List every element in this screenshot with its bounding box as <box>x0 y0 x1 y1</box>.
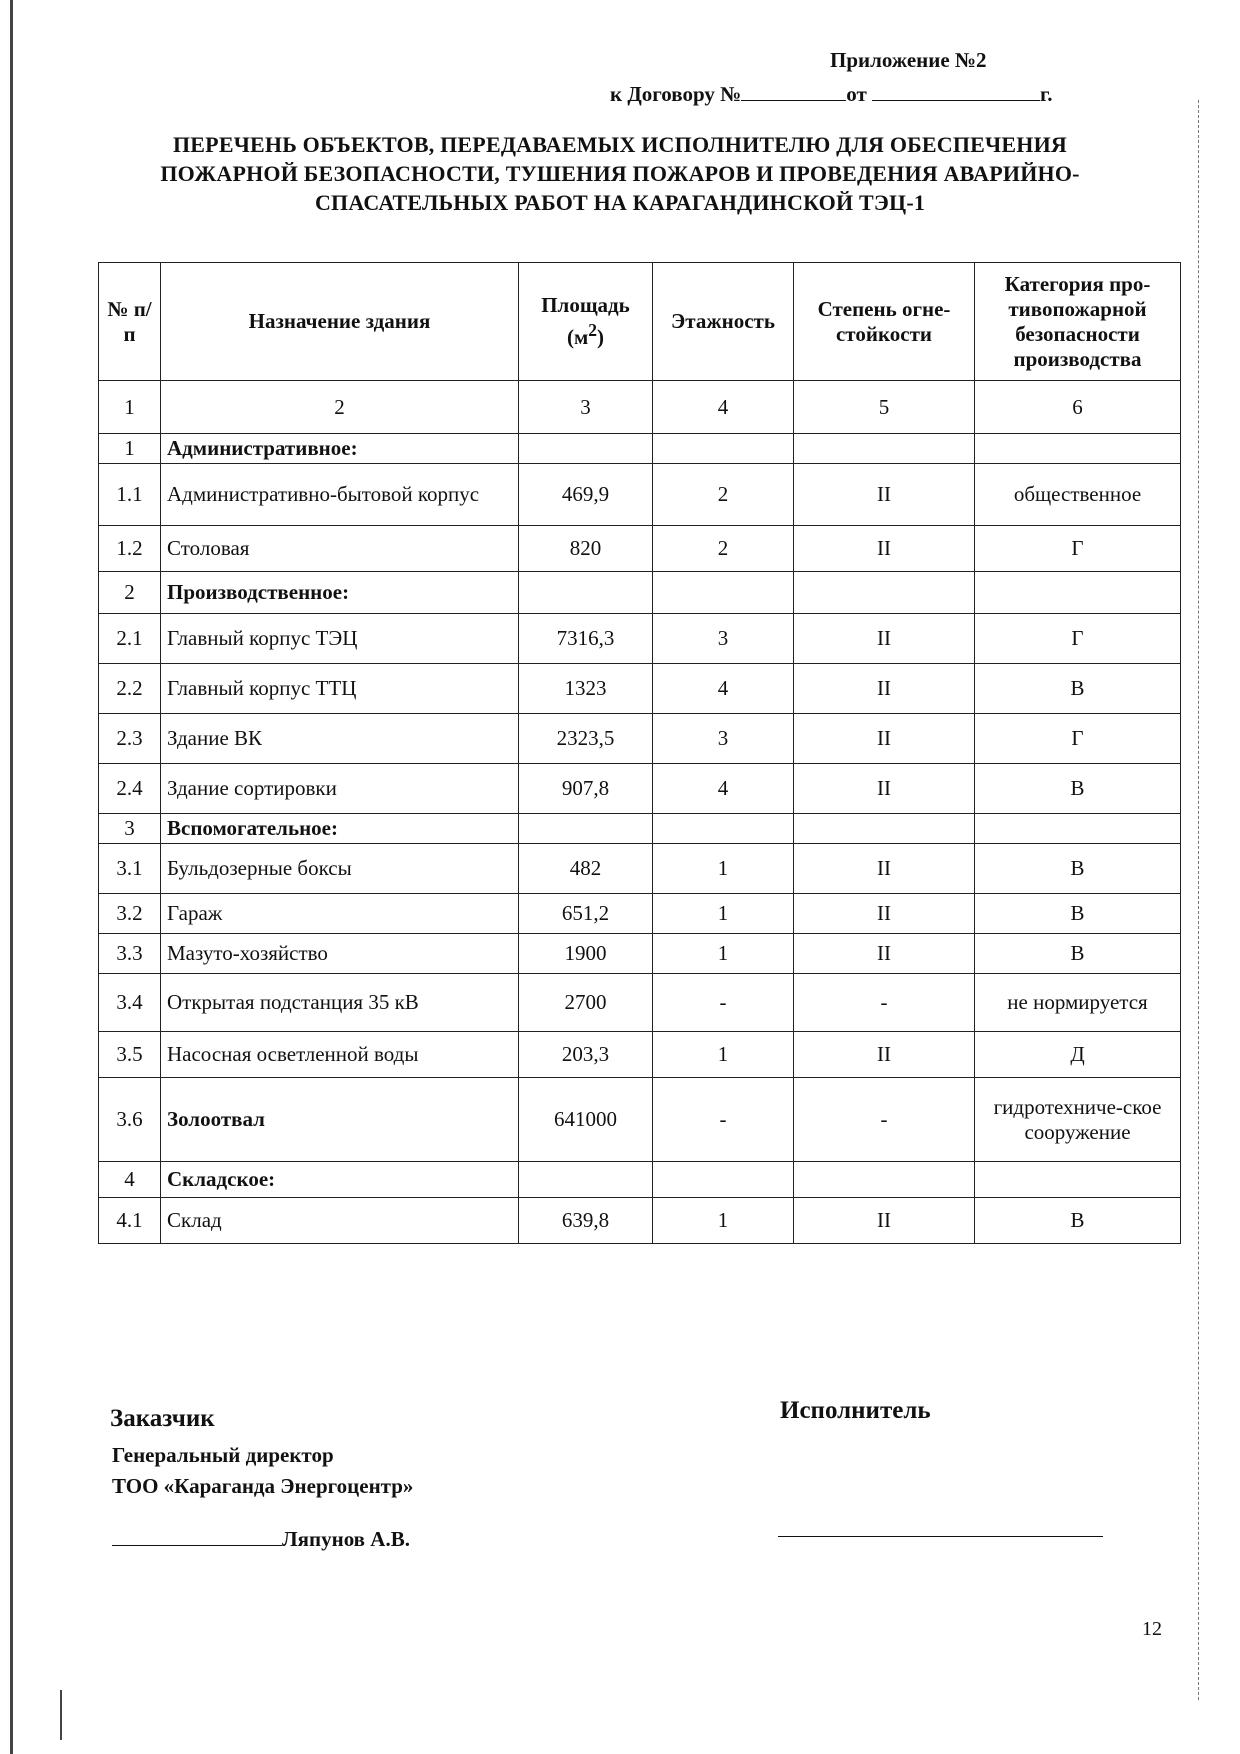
customer-signature-blank <box>112 1525 282 1546</box>
row-fire-resistance <box>794 814 975 844</box>
row-fire-resistance: II <box>794 764 975 814</box>
row-fire-resistance: II <box>794 464 975 526</box>
row-floors: 1 <box>653 844 794 894</box>
row-name: Открытая подстанция 35 кВ <box>161 974 519 1032</box>
row-area: 2700 <box>519 974 653 1032</box>
row-name: Главный корпус ТЭЦ <box>161 614 519 664</box>
row-fire-resistance: II <box>794 934 975 974</box>
row-num: 2.1 <box>99 614 161 664</box>
document-title <box>105 130 1135 217</box>
row-name: Производственное: <box>161 572 519 614</box>
title-line: ПЕРЕЧЕНЬ ОБЪЕКТОВ, ПЕРЕДАВАЕМЫХ ИСПОЛНИТЕЛЮ ДЛЯ ОБЕСПЕЧЕНИЯ <box>173 132 1067 157</box>
row-area <box>519 1162 653 1198</box>
row-category: В <box>975 1198 1181 1244</box>
row-num: 2 <box>99 572 161 614</box>
row-fire-resistance <box>794 434 975 464</box>
row-category <box>975 814 1181 844</box>
row-num: 1 <box>99 434 161 464</box>
row-floors <box>653 434 794 464</box>
page-number: 12 <box>1142 1618 1162 1640</box>
row-category: В <box>975 844 1181 894</box>
row-name: Мазуто-хозяйство <box>161 934 519 974</box>
header-area-prefix: Площадь (м <box>541 293 630 349</box>
scan-edge-line <box>10 0 13 1754</box>
row-area: 203,3 <box>519 1032 653 1078</box>
scan-edge-dash <box>1198 100 1199 1700</box>
row-fire-resistance: II <box>794 844 975 894</box>
row-name: Вспомогательное: <box>161 814 519 844</box>
objects-table <box>98 262 1181 1244</box>
column-number: 1 <box>99 381 161 434</box>
executor-title: Исполнитель <box>780 1397 931 1424</box>
row-floors: 4 <box>653 664 794 714</box>
row-num: 1.2 <box>99 526 161 572</box>
row-fire-resistance: II <box>794 1198 975 1244</box>
row-category: гидротехниче-ское сооружение <box>975 1078 1181 1162</box>
row-fire-resistance: II <box>794 526 975 572</box>
row-name: Гараж <box>161 894 519 934</box>
row-floors: - <box>653 1078 794 1162</box>
contract-suffix: г. <box>1040 82 1053 106</box>
row-floors: 1 <box>653 894 794 934</box>
row-fire-resistance: II <box>794 614 975 664</box>
row-area <box>519 814 653 844</box>
customer-org: ТОО «Караганда Энергоцентр» <box>112 1474 414 1498</box>
row-num: 3 <box>99 814 161 844</box>
table-row <box>99 934 1181 974</box>
table-header-row <box>99 263 1181 381</box>
row-category: не нормируется <box>975 974 1181 1032</box>
row-category: Г <box>975 714 1181 764</box>
section-row <box>99 1162 1181 1198</box>
column-number: 3 <box>519 381 653 434</box>
row-num: 3.3 <box>99 934 161 974</box>
column-number: 2 <box>161 381 519 434</box>
header-category: Категория про-тивопожарной безопасности производства <box>975 263 1181 381</box>
row-floors: 2 <box>653 464 794 526</box>
row-name: Административно-бытовой корпус <box>161 464 519 526</box>
section-row <box>99 572 1181 614</box>
row-category: Г <box>975 614 1181 664</box>
contract-from: от <box>846 82 867 106</box>
row-floors: 1 <box>653 1198 794 1244</box>
annex-label: Приложение №2 <box>830 48 987 72</box>
row-category: общественное <box>975 464 1181 526</box>
contract-number-blank <box>741 82 846 101</box>
row-area: 907,8 <box>519 764 653 814</box>
row-fire-resistance <box>794 1162 975 1198</box>
row-floors <box>653 572 794 614</box>
table-row <box>99 844 1181 894</box>
column-numbers-row <box>99 381 1181 434</box>
row-num: 3.5 <box>99 1032 161 1078</box>
row-floors: 2 <box>653 526 794 572</box>
row-name: Складское: <box>161 1162 519 1198</box>
row-name: Здание сортировки <box>161 764 519 814</box>
row-num: 3.2 <box>99 894 161 934</box>
row-floors: 3 <box>653 614 794 664</box>
row-floors: 4 <box>653 764 794 814</box>
contract-prefix: к Договору № <box>610 82 742 106</box>
row-floors: 1 <box>653 934 794 974</box>
row-fire-resistance: II <box>794 894 975 934</box>
row-area <box>519 434 653 464</box>
column-number: 5 <box>794 381 975 434</box>
row-area: 1900 <box>519 934 653 974</box>
row-area: 2323,5 <box>519 714 653 764</box>
section-row <box>99 814 1181 844</box>
row-fire-resistance: - <box>794 1078 975 1162</box>
row-fire-resistance: II <box>794 1032 975 1078</box>
row-floors <box>653 1162 794 1198</box>
row-name: Главный корпус ТТЦ <box>161 664 519 714</box>
row-category: В <box>975 894 1181 934</box>
row-area: 1323 <box>519 664 653 714</box>
row-name: Бульдозерные боксы <box>161 844 519 894</box>
title-line: ПОЖАРНОЙ БЕЗОПАСНОСТИ, ТУШЕНИЯ ПОЖАРОВ И ПРОВЕДЕНИЯ АВАРИЙНО- <box>160 161 1080 186</box>
row-num: 3.6 <box>99 1078 161 1162</box>
header-name: Назначение здания <box>161 263 519 381</box>
section-row <box>99 434 1181 464</box>
row-area: 820 <box>519 526 653 572</box>
header-fire-resistance: Степень огне-стойкости <box>794 263 975 381</box>
row-num: 4.1 <box>99 1198 161 1244</box>
row-fire-resistance: - <box>794 974 975 1032</box>
row-fire-resistance <box>794 572 975 614</box>
header-num: № п/п <box>99 263 161 381</box>
row-name: Золоотвал <box>161 1078 519 1162</box>
row-num: 2.4 <box>99 764 161 814</box>
table-row <box>99 764 1181 814</box>
row-category <box>975 434 1181 464</box>
table-row <box>99 526 1181 572</box>
row-category: Д <box>975 1032 1181 1078</box>
row-floors: 3 <box>653 714 794 764</box>
header-floors: Этажность <box>653 263 794 381</box>
customer-title: Заказчик <box>110 1405 215 1432</box>
row-category: Г <box>975 526 1181 572</box>
row-area: 641000 <box>519 1078 653 1162</box>
column-number: 4 <box>653 381 794 434</box>
table-row <box>99 1032 1181 1078</box>
table-row <box>99 1198 1181 1244</box>
customer-name: Ляпунов А.В. <box>282 1527 410 1551</box>
row-category: В <box>975 764 1181 814</box>
row-num: 1.1 <box>99 464 161 526</box>
row-num: 3.4 <box>99 974 161 1032</box>
row-floors: 1 <box>653 1032 794 1078</box>
row-category: В <box>975 934 1181 974</box>
row-area: 469,9 <box>519 464 653 526</box>
row-name: Здание ВК <box>161 714 519 764</box>
table-row <box>99 614 1181 664</box>
row-name: Насосная осветленной воды <box>161 1032 519 1078</box>
table-row <box>99 714 1181 764</box>
row-area: 651,2 <box>519 894 653 934</box>
table-row <box>99 464 1181 526</box>
row-category <box>975 1162 1181 1198</box>
header-area-sup: 2 <box>588 320 598 340</box>
row-area <box>519 572 653 614</box>
row-name: Административное: <box>161 434 519 464</box>
executor-signature-blank <box>778 1536 1103 1537</box>
table-row <box>99 1078 1181 1162</box>
row-fire-resistance: II <box>794 714 975 764</box>
row-area: 7316,3 <box>519 614 653 664</box>
row-area: 482 <box>519 844 653 894</box>
row-name: Склад <box>161 1198 519 1244</box>
table-row <box>99 974 1181 1032</box>
table-row <box>99 664 1181 714</box>
row-area: 639,8 <box>519 1198 653 1244</box>
row-floors <box>653 814 794 844</box>
row-name: Столовая <box>161 526 519 572</box>
column-number: 6 <box>975 381 1181 434</box>
row-num: 4 <box>99 1162 161 1198</box>
row-fire-resistance: II <box>794 664 975 714</box>
title-line: СПАСАТЕЛЬНЫХ РАБОТ НА КАРАГАНДИНСКОЙ ТЭЦ-1 <box>314 190 926 215</box>
row-num: 2.2 <box>99 664 161 714</box>
customer-signature <box>112 1525 410 1552</box>
row-num: 2.3 <box>99 714 161 764</box>
row-category <box>975 572 1181 614</box>
contract-date-blank <box>872 82 1040 101</box>
header-area <box>519 263 653 381</box>
row-num: 3.1 <box>99 844 161 894</box>
customer-position: Генеральный директор <box>112 1443 334 1467</box>
row-floors: - <box>653 974 794 1032</box>
table-row <box>99 894 1181 934</box>
header-area-suffix: ) <box>597 325 605 349</box>
scan-edge-line <box>60 1690 62 1740</box>
contract-reference <box>610 82 1052 107</box>
row-category: В <box>975 664 1181 714</box>
